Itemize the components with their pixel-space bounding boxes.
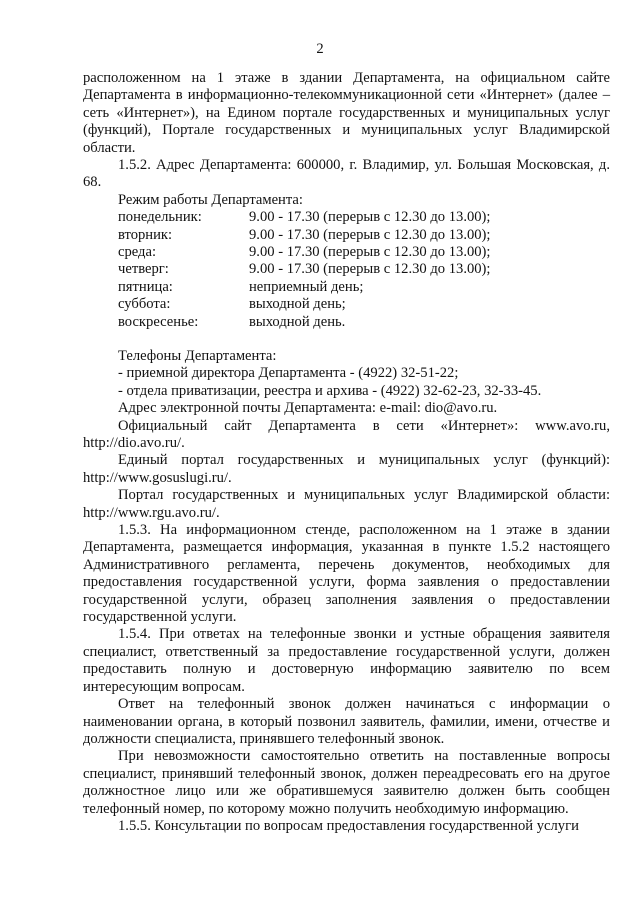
- paragraph-1-5-5: 1.5.5. Консультации по вопросам предоставления государственной услуги: [118, 817, 579, 834]
- schedule-hours: 9.00 - 17.30 (перерыв с 12.30 до 13.00);: [249, 244, 491, 261]
- schedule-hours: 9.00 - 17.30 (перерыв с 12.30 до 13.00);: [249, 261, 491, 278]
- paragraph-address: 1.5.2. Адрес Департамента: 600000, г. Владимир, ул. Большая Московская, д. 68.: [83, 157, 610, 191]
- paragraph-1-5-4: 1.5.4. При ответах на телефонные звонки и устные обращения заявителя специалист, ответственный за предоставление государственной услуги, должен предоставить полную и достоверную информацию заявителю по всем интересующим вопросам.: [83, 626, 610, 695]
- paragraph-intro: расположенном на 1 этаже в здании Департамента, на официальном сайте Департамента в информационно-телекоммуникационной сети «Интернет» (далее – сеть «Интернет»), на Едином портале государственных и муниципальных услуг (функций), Портале государственных и муниципальных услуг Владимирской области.: [83, 70, 610, 156]
- paragraph-unified-portal: Единый портал государственных и муниципальных услуг (функций): http://www.gosuslugi.ru/.: [83, 452, 610, 486]
- schedule-row: [83, 209, 610, 226]
- phone-director: - приемной директора Департамента - (4922) 32-51-22;: [118, 365, 459, 382]
- phones-heading: Телефоны Департамента:: [118, 347, 277, 364]
- paragraph-phone-call: Ответ на телефонный звонок должен начинаться с информации о наименовании органа, в который позвонил заявитель, фамилии, имени, отчестве и должности специалиста, принявшего телефонный звонок.: [83, 696, 610, 747]
- schedule-hours: неприемный день;: [249, 278, 364, 295]
- email-line: Адрес электронной почты Департамента: e-mail: dio@avo.ru.: [118, 400, 498, 417]
- schedule-row: [83, 244, 610, 261]
- schedule-row: [83, 261, 610, 278]
- page-number: 2: [316, 41, 324, 57]
- schedule-day: суббота:: [118, 296, 171, 313]
- schedule-list: [83, 209, 610, 331]
- schedule-day: пятница:: [118, 278, 173, 295]
- schedule-hours: выходной день.: [249, 313, 346, 330]
- schedule-hours: 9.00 - 17.30 (перерыв с 12.30 до 13.00);: [249, 226, 491, 243]
- schedule-hours: 9.00 - 17.30 (перерыв с 12.30 до 13.00);: [249, 209, 491, 226]
- schedule-row: [83, 314, 610, 331]
- schedule-row: [83, 279, 610, 296]
- paragraph-redirect: При невозможности самостоятельно ответить на поставленные вопросы специалист, принявший телефонный звонок, должен переадресовать его на другое должностное лицо или же обратившемуся заявителю должен быть сообщен телефонный номер, по которому можно получить необходимую информацию.: [83, 748, 610, 817]
- schedule-row: [83, 227, 610, 244]
- schedule-row: [83, 296, 610, 313]
- schedule-day: понедельник:: [118, 209, 202, 226]
- paragraph-1-5-3: 1.5.3. На информационном стенде, расположенном на 1 этаже в здании Департамента, размещается информация, указанная в пункте 1.5.2 настоящего Административного регламента, перечень документов, необходимых для предоставления государственной услуги, форма заявления о предоставлении государственной услуги, образец заполнения заявления о предоставлении государственной услуги.: [83, 522, 610, 626]
- schedule-hours: выходной день;: [249, 296, 346, 313]
- schedule-heading: Режим работы Департамента:: [118, 191, 303, 208]
- schedule-day: среда:: [118, 244, 157, 261]
- paragraph-regional-portal: Портал государственных и муниципальных услуг Владимирской области: http://www.rgu.avo.ru/.: [83, 487, 610, 521]
- paragraph-official-site: Официальный сайт Департамента в сети «Интернет»: www.avo.ru, http://dio.avo.ru/.: [83, 417, 610, 452]
- phone-privatization: - отдела приватизации, реестра и архива - (4922) 32-62-23, 32-33-45.: [118, 382, 542, 399]
- schedule-day: четверг:: [118, 261, 169, 278]
- schedule-day: воскресенье:: [118, 313, 199, 330]
- schedule-day: вторник:: [118, 226, 173, 243]
- document-body: [83, 70, 610, 835]
- blank-line: [83, 331, 610, 348]
